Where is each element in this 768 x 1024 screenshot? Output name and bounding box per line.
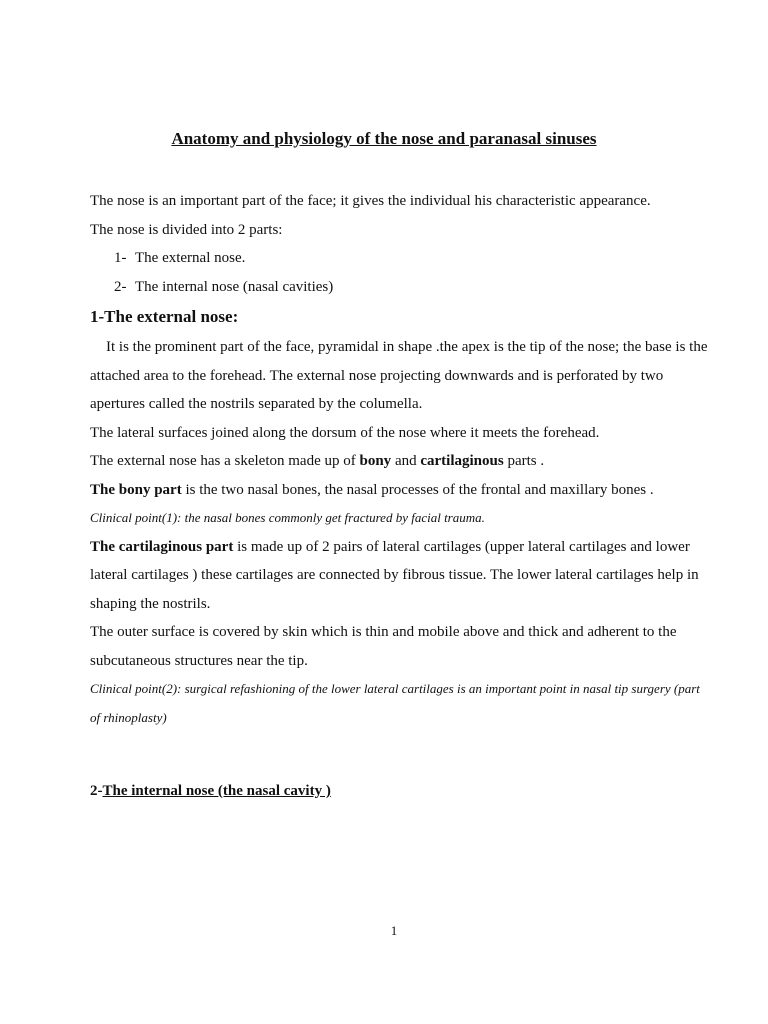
intro-paragraph: The nose is an important part of the face; it gives the individual his characteristic appearance. <box>90 193 651 209</box>
external-nose-paragraph: It is the prominent part of the face, pyramidal in shape .the apex is the tip of the nose; the base is the attached area to the forehead. The external nose projecting downwards and is perforated by two apertures called the nostrils separated by the columella. <box>90 339 708 412</box>
skeleton-text-mid: and <box>391 453 421 469</box>
page-number: 1 <box>390 923 398 938</box>
section-heading-external-nose: 1-The external nose: <box>90 307 239 326</box>
list-item <box>90 244 710 273</box>
skeleton-paragraph <box>90 447 710 476</box>
section-heading-internal-nose <box>90 777 710 806</box>
intro-division-paragraph: The nose is divided into 2 parts: <box>90 221 283 238</box>
document-title: Anatomy and physiology of the nose and paranasal sinuses <box>171 129 597 148</box>
section-gap <box>90 732 710 777</box>
bony-bold: bony <box>359 453 392 469</box>
bony-part-paragraph <box>90 476 710 505</box>
skeleton-text-post: parts . <box>503 453 545 469</box>
section-number: 2- <box>90 783 103 799</box>
cartilaginous-part-label: The cartilaginous part <box>90 538 234 555</box>
cartilaginous-part-text: is made up of 2 pairs of lateral cartilages (upper lateral cartilages and lower lateral cartilages ) these cartilages are connected by fibrous tissue. The lower lateral cartilages help in shaping the nostrils. <box>90 538 699 612</box>
list-item-text: The external nose. <box>135 250 246 266</box>
bony-part-label: The bony part <box>90 481 182 498</box>
cartilaginous-bold: cartilaginous <box>420 453 504 469</box>
outer-surface-paragraph: The outer surface is covered by skin which is thin and mobile above and thick and adherent to the subcutaneous structures near the tip. <box>90 624 677 669</box>
lateral-surfaces-paragraph: The lateral surfaces joined along the dorsum of the nose where it meets the forehead. <box>90 424 600 441</box>
section-heading-text: The internal nose (the nasal cavity ) <box>102 783 331 799</box>
clinical-point-2: Clinical point(2): surgical refashioning of the lower lateral cartilages is an important point in nasal tip surgery (part of rhinoplasty) <box>90 681 700 725</box>
list-item <box>90 273 710 302</box>
document-body <box>90 187 710 806</box>
clinical-point-1: Clinical point(1): the nasal bones commonly get fractured by facial trauma. <box>90 510 485 525</box>
list-item-text: The internal nose (nasal cavities) <box>135 278 334 295</box>
bony-part-text: is the two nasal bones, the nasal processes of the frontal and maxillary bones . <box>181 481 654 498</box>
cartilaginous-part-paragraph <box>90 533 710 619</box>
list-item-number: 1- <box>114 250 127 266</box>
skeleton-text-pre: The external nose has a skeleton made up of <box>90 453 360 469</box>
list-item-number: 2- <box>114 278 127 295</box>
